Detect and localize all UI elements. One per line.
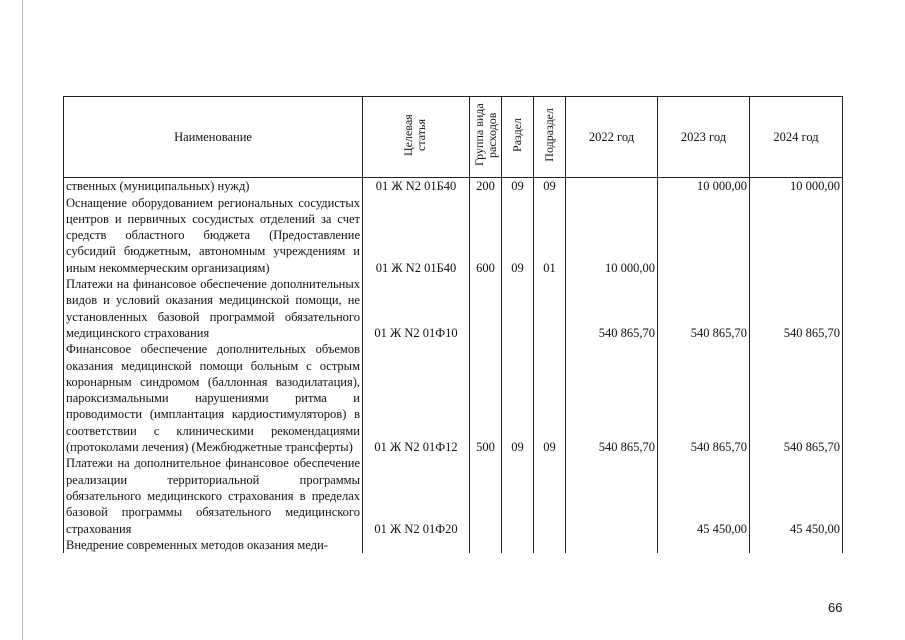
- table-header-row: [64, 97, 843, 178]
- row-group: 200: [470, 178, 502, 195]
- header-2023: 2023 год: [658, 97, 750, 178]
- header-subsection-label: Подраздел: [542, 108, 556, 162]
- row-subsection: [534, 276, 566, 341]
- header-name: Наименование: [64, 97, 363, 178]
- row-2023: [658, 537, 750, 553]
- row-name: Финансовое обеспечение дополнительных объемов оказания медицинской помощи больным с острым коронарным синдромом (баллонная вазодилатация), пароксизмальными нарушениями ритма и проводимости (имплантация кардиостимуляторов) в соответствии с клиническими рекомендациями (протоколами лечения) (Межбюджетные трансферты): [64, 341, 363, 455]
- row-section: 09: [502, 178, 534, 195]
- table-row: [64, 276, 843, 341]
- row-section: [502, 537, 534, 553]
- row-code: 01 Ж N2 01Б40: [363, 178, 470, 195]
- row-name: Платежи на финансовое обеспечение дополнительных видов и условий оказания медицинской помощи, не установленных базовой программой обязательного медицинского страхования: [64, 276, 363, 341]
- row-2022: 10 000,00: [566, 195, 658, 276]
- row-section: 09: [502, 341, 534, 455]
- row-2023: 10 000,00: [658, 178, 750, 195]
- row-name: Платежи на дополнительное финансовое обеспечение реализации территориальной программы обязательного медицинского страхования в пределах базовой программы обязательного медицинского страхования: [64, 455, 363, 536]
- row-subsection: 09: [534, 341, 566, 455]
- row-group: 500: [470, 341, 502, 455]
- header-subsection: [534, 97, 566, 178]
- row-name: Оснащение оборудованием региональных сосудистых центров и первичных сосудистых отделений за счет средств областного бюджета (Предоставление субсидий бюджетным, автономным учреждениям и иным некоммерческим организациям): [64, 195, 363, 276]
- row-subsection: 01: [534, 195, 566, 276]
- table-row: [64, 178, 843, 195]
- row-group: [470, 455, 502, 536]
- row-code: 01 Ж N2 01Б40: [363, 195, 470, 276]
- header-expense-group: [470, 97, 502, 178]
- row-section: [502, 455, 534, 536]
- row-2023: [658, 195, 750, 276]
- row-group: [470, 537, 502, 553]
- budget-table: [63, 96, 843, 553]
- row-subsection: [534, 455, 566, 536]
- header-2024: 2024 год: [750, 97, 843, 178]
- table-row: [64, 537, 843, 553]
- row-2024: 10 000,00: [750, 178, 843, 195]
- row-code: [363, 537, 470, 553]
- row-name: Внедрение современных методов оказания меди-: [64, 537, 363, 553]
- row-2022: [566, 178, 658, 195]
- row-2022: [566, 537, 658, 553]
- row-2023: 540 865,70: [658, 341, 750, 455]
- row-section: [502, 276, 534, 341]
- header-section: [502, 97, 534, 178]
- header-target-article-label: Целевая статья: [401, 114, 428, 156]
- row-name: ственных (муниципальных) нужд): [64, 178, 363, 195]
- row-2023: 540 865,70: [658, 276, 750, 341]
- row-2024: 45 450,00: [750, 455, 843, 536]
- header-section-label: Раздел: [510, 118, 524, 152]
- row-subsection: 09: [534, 178, 566, 195]
- row-code: 01 Ж N2 01Ф10: [363, 276, 470, 341]
- row-subsection: [534, 537, 566, 553]
- header-target-article: [363, 97, 470, 178]
- table-row: [64, 195, 843, 276]
- scan-edge-line: [22, 0, 23, 640]
- row-2024: 540 865,70: [750, 341, 843, 455]
- table-row: [64, 455, 843, 536]
- row-group: [470, 276, 502, 341]
- row-2022: [566, 455, 658, 536]
- row-2022: 540 865,70: [566, 341, 658, 455]
- row-2024: [750, 195, 843, 276]
- row-2023: 45 450,00: [658, 455, 750, 536]
- header-expense-group-label: Группа вида расходов: [471, 103, 499, 167]
- page-number: 66: [828, 600, 843, 615]
- table-row: [64, 341, 843, 455]
- row-code: 01 Ж N2 01Ф20: [363, 455, 470, 536]
- row-group: 600: [470, 195, 502, 276]
- row-section: 09: [502, 195, 534, 276]
- row-2024: 540 865,70: [750, 276, 843, 341]
- row-2024: [750, 537, 843, 553]
- header-2022: 2022 год: [566, 97, 658, 178]
- row-code: 01 Ж N2 01Ф12: [363, 341, 470, 455]
- row-2022: 540 865,70: [566, 276, 658, 341]
